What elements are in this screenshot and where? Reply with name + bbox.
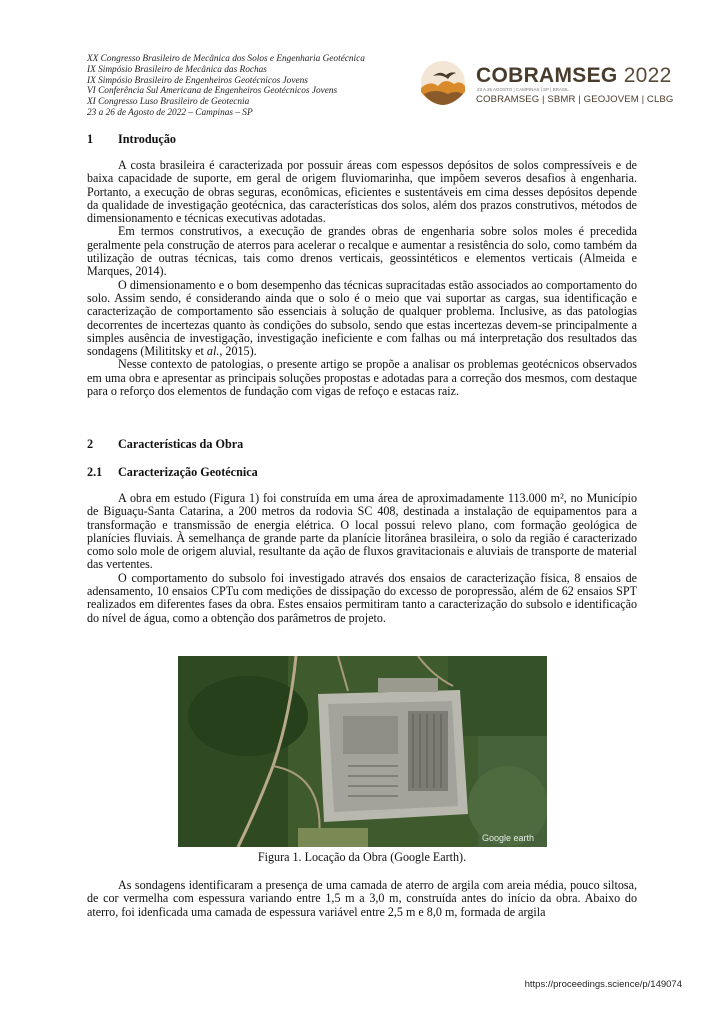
figure-aerial-image — [178, 656, 547, 847]
header-line: XX Congresso Brasileiro de Mecânica dos Solos e Engenharia Geotécnica — [87, 54, 365, 64]
google-earth-watermark: Google earth — [482, 833, 535, 843]
logo-subtitle: COBRAMSEG | SBMR | GEOJOVEM | CLBG — [476, 94, 674, 105]
paragraph: Em termos construtivos, a execução de grandes obras de engenharia sobre solos moles é precedida geralmente pela construção de aterros para acelerar o recalque e aumentar a resistência do solo, como também da utilização de outras técnicas, tais como drenos verticais, geossintéticos e elementos verticais (Almeida e Marques, 2014). — [87, 224, 637, 279]
section-heading-2: 2 Características da Obra — [87, 437, 244, 451]
paragraph: O dimensionamento e o bom desempenho das técnicas supracitadas estão associados ao comportamento do solo. Assim sendo, é considerando ainda que o solo é o meio que vai suportar as cargas, sua identificação e caracterização de comportamento são essenciais à solução de qualquer problema. Inclusive, as das patologias decorrentes de incertezas quanto às condições do subsolo, sendo que estas incertezas devem-se principalmente a simples ausência de investigação, investigação ineficiente e com falhas ou má interpretação dos resultados das sondagens (Milititsky et al., 2015). — [87, 277, 637, 359]
intro-text — [87, 159, 637, 398]
aerial-photo — [178, 656, 547, 847]
paragraph: A obra em estudo (Figura 1) foi construída em uma área de aproximadamente 113.000 m², no Município de Biguaçu-Santa Catarina, a 200 metros da rodovia SC 408, destinada a instalação de equipamentos para a transformação e transmissão de energia elétrica. O local possui relevo plano, com formação geológica de planícies fluviais. À semelhança de grande parte da planície litorânea brasileira, o solo da região é caracterizado como solo mole de origem aluvial, resultante da ação de fluxos gravitacionais e aluviais de transporte de material das vertentes. — [87, 491, 637, 572]
section-heading-2-1: 2.1 Caracterização Geotécnica — [87, 465, 258, 479]
logo-emblem-icon — [418, 60, 468, 106]
paragraph: Nesse contexto de patologias, o presente artigo se propõe a analisar os problemas geotécnicos observados em uma obra e apresentar as principais soluções propostas e adotadas para a correção dos mesmos, com destaque para o reforço dos elementos de fundação com vigas de refoço e estacas raiz. — [87, 357, 637, 399]
figure-caption: Figura 1. Locação da Obra (Google Earth). — [257, 850, 467, 864]
logo-tagline: 23 A 26 AGOSTO | CAMPINAS | SP | BRASIL — [477, 87, 569, 92]
paragraph: A costa brasileira é caracterizada por possuir áreas com espessos depósitos de solos compressíveis e de baixa capacidade de suporte, em geral de origem fluviomarinha, que impõem severos desafios à engenharia. Portanto, a execução de obras seguras, econômicas, eficientes e sustentáveis em cima desses depósitos depende da qualidade de investigação geotécnica, das características dos solos, além dos prazos construtivos, métodos de dimensionamento e técnicas executivas adotadas. — [87, 158, 637, 226]
geotechnical-text — [87, 492, 637, 625]
section-heading-1: 1 Introdução — [87, 132, 177, 146]
proceedings-url[interactable]: https://proceedings.science/p/149074 — [524, 979, 682, 990]
conference-header — [87, 54, 427, 119]
header-line: IX Simpósio Brasileiro de Engenheiros Geotécnicos Jovens — [87, 75, 308, 86]
header-line: IX Simpósio Brasileiro de Mecânica das Rochas — [87, 64, 267, 75]
continuation-text — [87, 879, 637, 919]
header-line: XI Congresso Luso Brasileiro de Geotecnia — [87, 97, 250, 108]
paragraph: O comportamento do subsolo foi investigado através dos ensaios de caracterização física, 8 ensaios de adensamento, 10 ensaios CPTu com medições de dissipação do excesso de poropressão, além de 62 ensaios SPT realizados em diferentes fases da obra. Estes ensaios permitiram tanto a caracterização do subsolo e identificação do nível de água, como a obtenção dos parâmetros de projeto. — [87, 570, 637, 625]
header-line: VI Conferência Sul Americana de Engenheiros Geotécnicos Jovens — [87, 86, 338, 97]
paragraph: As sondagens identificaram a presença de uma camada de aterro de argila com areia média, pouco siltosa, de cor vermelha com espessura variando entre 1,5 m a 3,0 m, construída antes do início da obra. Abaixo do aterro, foi idenficada uma camada de espessura variável entre 2,5 m e 8,0 m, formada de argila — [87, 878, 637, 919]
header-line: 23 a 26 de Agosto de 2022 – Campinas – SP — [87, 107, 253, 118]
cobramseg-logo — [418, 60, 674, 106]
logo-title: COBRAMSEG 2022 — [476, 64, 672, 87]
